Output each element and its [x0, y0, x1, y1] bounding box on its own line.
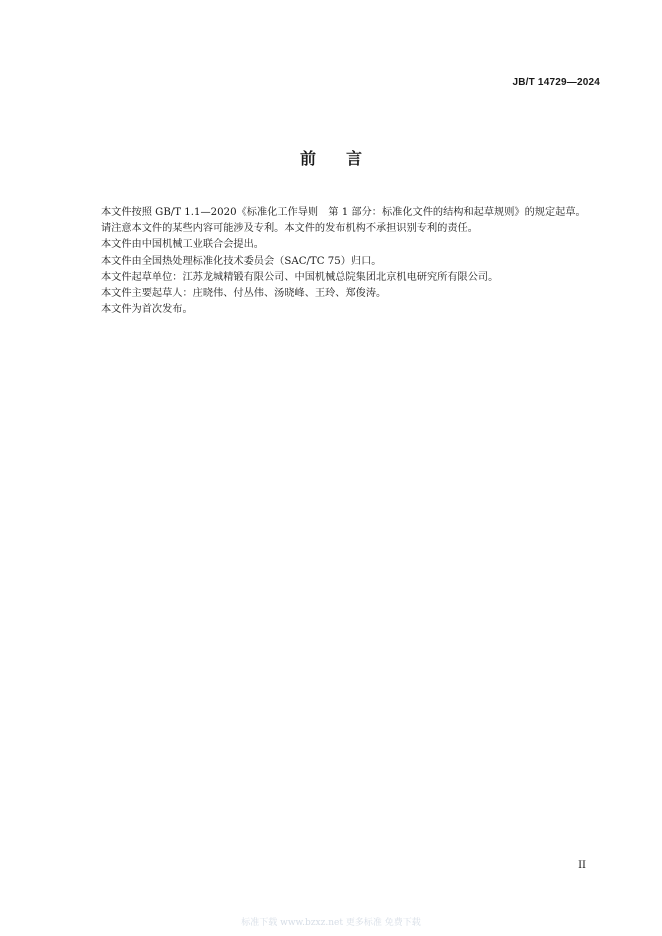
paragraph-first-release: 本文件为首次发布。	[101, 304, 193, 316]
paragraph-drafting-units: 本文件起草单位：江苏龙城精锻有限公司、中国机械总院集团北京机电研究所有限公司。	[101, 271, 499, 283]
page-title	[0, 146, 662, 169]
paragraph-proposer: 本文件由中国机械工业联合会提出。	[101, 239, 264, 251]
paragraph-patent-notice: 请注意本文件的某些内容可能涉及专利。本文件的发布机构不承担识别专利的责任。	[101, 223, 478, 235]
document-code: JB/T 14729—2024	[512, 77, 600, 88]
paragraph-drafters: 本文件主要起草人：庄晓伟、付丛伟、汤晓峰、王玲、郑俊涛。	[101, 288, 387, 300]
foreword-body	[80, 205, 602, 318]
title-char-2: 言	[346, 149, 363, 168]
footer-watermark: 标准下载 www.bzxz.net 更多标准 免费下载	[241, 918, 421, 928]
paragraph-committee: 本文件由全国热处理标准化技术委员会（SAC/TC 75）归口。	[101, 255, 382, 267]
page-number: II	[578, 860, 586, 871]
title-char-1: 前	[299, 149, 316, 168]
paragraph-drafting-rules: 本文件按照 GB/T 1.1—2020《标准化工作导则 第 1 部分：标准化文件的结构和起草规则》的规定起草。	[101, 207, 586, 218]
